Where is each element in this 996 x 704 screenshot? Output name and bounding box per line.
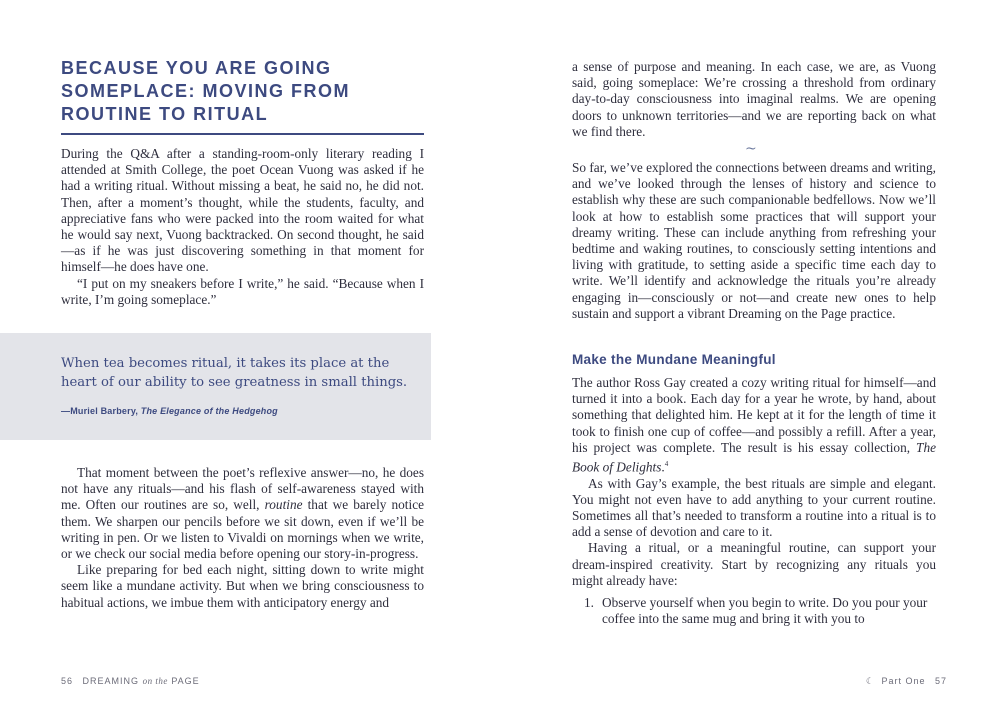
title-rule bbox=[61, 133, 424, 135]
text-run: The author Ross Gay created a cozy writing ritual for himself—and turned it into a book. Each day for a year he wrote, by hand, about something that delighted him. He kept at it for the length of time it took to finish one cup of coffee—and possibly a refill. After a year, his project was complete. The result is his essay collection, bbox=[572, 375, 936, 455]
left-body-bottom bbox=[61, 465, 424, 611]
paragraph: Having a ritual, or a meaningful routine, can support your dream-inspired creativity. Start by recognizing any rituals you might already have: bbox=[572, 540, 936, 588]
paragraph: As with Gay’s example, the best rituals are simple and elegant. You might not even have to add anything to your current routine. Sometimes all that’s needed to transform a routine into a ritual is to add a sense of devotion and care to it. bbox=[572, 475, 936, 540]
right-body-bottom bbox=[572, 375, 936, 589]
moon-icon: ☾ bbox=[865, 676, 875, 686]
left-footer bbox=[61, 676, 200, 686]
right-body-middle bbox=[572, 160, 936, 322]
paragraph: The author Ross Gay created a cozy writing ritual for himself—and turned it into a book. Each day for a year he wrote, by hand, about something that delighted him. He kept at it for the length of time it took to finish one cup of coffee—and possibly a refill. After a year, his project was complete. The result is his essay collection, The Book of Delights.$^4$ bbox=[572, 375, 936, 475]
epigraph-author: —Muriel Barbery, bbox=[61, 406, 139, 416]
paragraph: During the Q&A after a standing-room-only literary reading I attended at Smith College, the poet Ocean Vuong was asked if he had a writing ritual. Without missing a beat, he said no, he did not. Then, after a moment’s thought, while the students, faculty, and appreciative fans who were packed into the room waited for what he would say next, Vuong backtracked. On second thought, he said—as if he was just discovering something in that moment for himself—he does have one. bbox=[61, 146, 424, 275]
chapter-title: BECAUSE YOU ARE GOING SOMEPLACE: MOVING FROM ROUTINE TO RITUAL bbox=[61, 58, 350, 124]
section-subheading: Make the Mundane Meaningful bbox=[572, 352, 776, 367]
section-break-ornament: ~ bbox=[745, 141, 757, 157]
right-footer bbox=[866, 676, 947, 687]
running-section: Part One bbox=[881, 676, 926, 686]
right-body-top bbox=[572, 59, 936, 140]
right-page bbox=[498, 0, 996, 704]
paragraph: So far, we’ve explored the connections between dreams and writing, and we’ve looked through the lenses of history and science to establish why these are such companionable bedfellows. Now we’ll look at how to establish some practices that will support your dreamy writing. These can include anything from refreshing your bedtime and waking routines, to consciously setting intentions and living with gratitude, to setting aside a specific time each day to write. We’ll identify and acknowledge the rituals you’re already engaging in—consciously or not—and create new ones to help sustain and support a vibrant Dreaming on the Page practice. bbox=[572, 160, 936, 321]
page-number: 56 bbox=[61, 676, 74, 686]
epigraph-quote: When tea becomes ritual, it takes its place at the heart of our ability to see greatness in small things. bbox=[61, 356, 408, 390]
book-title: The Book of Delights bbox=[572, 439, 936, 475]
paragraph: a sense of purpose and meaning. In each case, we are, as Vuong said, going someplace: We’re crossing a threshold from ordinary day-to-day consciousness into imaginal realms. We are opening doors to unknown territories—and we are reporting back on what we find there. bbox=[572, 59, 936, 139]
paragraph: “I put on my sneakers before I write,” he said. “Because when I write, I’m going someplace.” bbox=[61, 275, 424, 307]
emphasis: routine bbox=[264, 497, 303, 513]
running-title-b: PAGE bbox=[171, 676, 200, 686]
paragraph: Like preparing for bed each night, sitting down to write might seem like a mundane activity. But when we bring consciousness to habitual actions, we imbue them with anticipatory energy and bbox=[61, 562, 424, 610]
text-run: that we barely notice them. We sharpen our pencils before we sit down, even if we’ll be writing in pen. Or we listen to Vivaldi on mornings when we write, or we check our social media before opening our story-in-progress. bbox=[61, 497, 425, 562]
paragraph bbox=[61, 465, 424, 562]
list-text: Observe yourself when you begin to write. Do you pour your coffee into the same mug and bring it with you to bbox=[602, 595, 928, 627]
page-number: 57 bbox=[934, 676, 947, 686]
running-title-a: DREAMING bbox=[82, 676, 140, 686]
epigraph-attribution bbox=[61, 406, 423, 416]
left-body-top bbox=[61, 146, 424, 308]
epigraph-book-title: The Elegance of the Hedgehog bbox=[140, 406, 278, 416]
running-title-em: on the bbox=[142, 676, 168, 686]
footnote-ref: 4 bbox=[664, 460, 669, 469]
list-number: 1. bbox=[584, 595, 594, 610]
text-run: That moment between the poet’s reflexive answer—no, he does not have any rituals—and his flash of self-awareness stayed with me. Often our routines are so, well, bbox=[61, 465, 424, 513]
